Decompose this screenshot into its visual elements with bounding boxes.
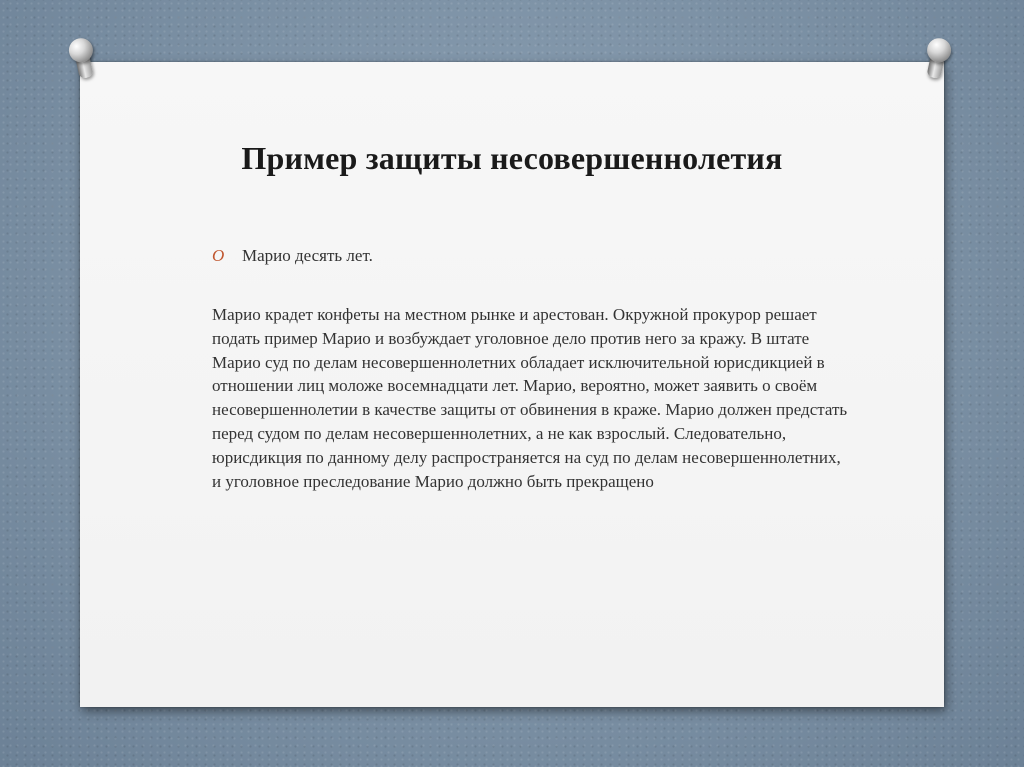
bullet-text: Марио десять лет.: [242, 246, 373, 265]
pushpin-icon: [64, 35, 102, 84]
slide-title: Пример защиты несовершеннолетия: [241, 140, 783, 176]
body-paragraph: Марио крадет конфеты на местном рынке и арестован. Окружной прокурор решает подать пример Марио и возбуждает уголовное дело против него за кражу. В штате Марио суд по делам несовершеннолетних обладает исключительной юрисдикцией в отношении лиц моложе восемнадцати лет. Марио, вероятно, может заявить о своём несовершеннолетии в качестве защиты от обвинения в краже. Марио должен предстать перед судом по делам несовершеннолетних, а не как взрослый. Следовательно, юрисдикция по данному делу распространяется на суд по делам несовершеннолетних, и уголовное преследование Марио должно быть прекращено: [212, 305, 848, 491]
pushpin-icon: [918, 35, 956, 84]
bullet-marker-icon: O: [212, 246, 225, 265]
bullet-item: [212, 246, 373, 266]
